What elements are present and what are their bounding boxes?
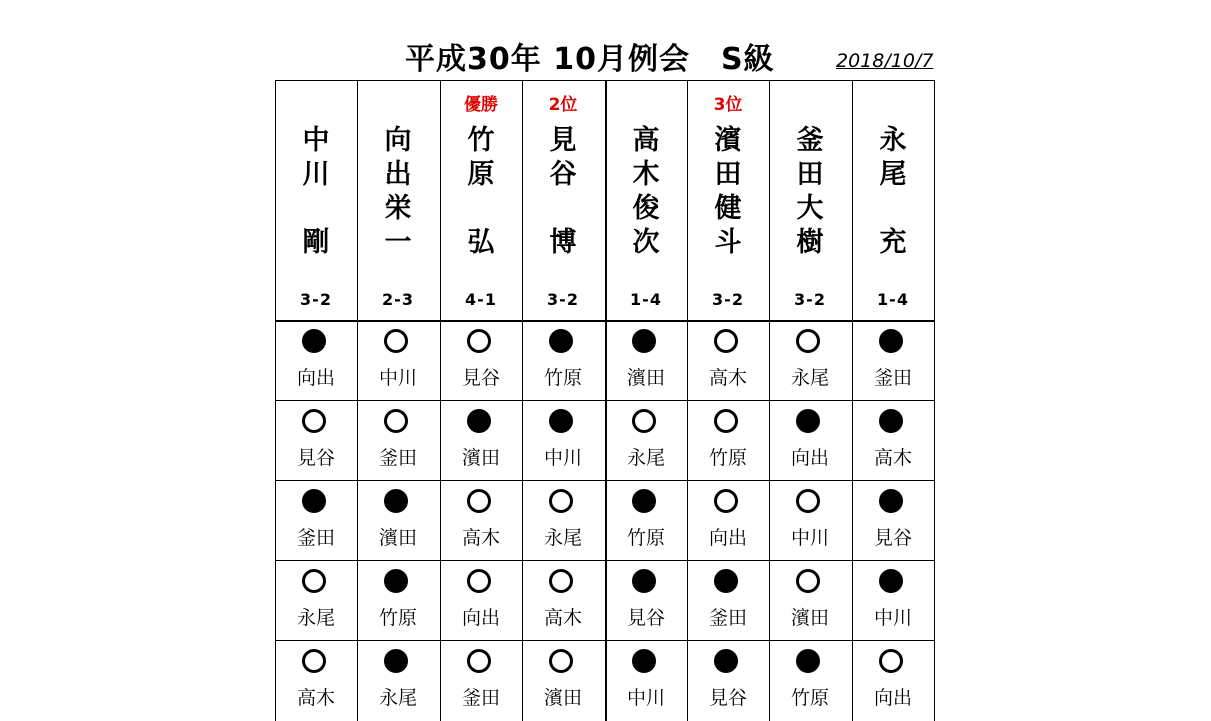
game-cell: [522, 560, 604, 640]
opponent-name: 高木: [461, 527, 500, 549]
game-cell: [769, 560, 851, 640]
opponent-name: 釜田: [708, 607, 747, 629]
player-name-char: 尾: [879, 159, 907, 190]
game-cell: [852, 640, 934, 720]
opponent-name: 永尾: [378, 687, 417, 709]
opponent-name: 高木: [708, 367, 747, 389]
win-marker-icon: [796, 329, 820, 353]
opponent-name: 見谷: [296, 447, 335, 469]
game-cell: [357, 320, 439, 400]
game-cell: [605, 480, 687, 560]
game-cell: [852, 480, 934, 560]
game-cell: [687, 560, 769, 640]
opponent-name: 向出: [708, 527, 747, 549]
win-loss-record: 3-2: [712, 290, 744, 309]
opponent-name: 竹原: [543, 367, 582, 389]
game-cell: [522, 400, 604, 480]
loss-marker-icon: [632, 649, 656, 673]
opponent-name: 見谷: [626, 607, 665, 629]
game-cell: [852, 320, 934, 400]
opponent-name: 釜田: [873, 367, 912, 389]
player-name-char: 次: [632, 227, 660, 258]
game-cell: [440, 480, 522, 560]
rank-label: 3位: [713, 95, 743, 115]
game-cell: [605, 560, 687, 640]
win-marker-icon: [796, 489, 820, 513]
player-name-char: 弘: [467, 227, 495, 258]
win-marker-icon: [549, 649, 573, 673]
game-cell: [275, 560, 357, 640]
loss-marker-icon: [632, 569, 656, 593]
opponent-name: 永尾: [543, 527, 582, 549]
win-marker-icon: [714, 489, 738, 513]
loss-marker-icon: [796, 649, 820, 673]
player-name-char: 博: [549, 227, 577, 258]
player-name-char: 原: [467, 159, 495, 190]
loss-marker-icon: [302, 329, 326, 353]
loss-marker-icon: [302, 489, 326, 513]
game-cell: [852, 400, 934, 480]
page-title: 平成30年 10月例会 S級: [405, 42, 775, 77]
game-cell: [769, 400, 851, 480]
player-name-char: 川: [302, 159, 330, 190]
opponent-name: 濱田: [790, 607, 829, 629]
opponent-name: 竹原: [378, 607, 417, 629]
loss-marker-icon: [632, 329, 656, 353]
win-loss-record: 2-3: [382, 290, 414, 309]
opponent-name: 竹原: [790, 687, 829, 709]
win-marker-icon: [714, 409, 738, 433]
opponent-name: 永尾: [296, 607, 335, 629]
win-marker-icon: [302, 649, 326, 673]
loss-marker-icon: [632, 489, 656, 513]
loss-marker-icon: [384, 489, 408, 513]
game-cell: [605, 640, 687, 720]
game-cell: [687, 480, 769, 560]
opponent-name: 釜田: [378, 447, 417, 469]
game-cell: [440, 560, 522, 640]
game-cell: [357, 480, 439, 560]
loss-marker-icon: [384, 569, 408, 593]
win-loss-record: 1-4: [630, 290, 662, 309]
opponent-name: 高木: [873, 447, 912, 469]
game-cell: [275, 480, 357, 560]
opponent-name: 永尾: [790, 367, 829, 389]
player-name-char: 樹: [796, 227, 824, 258]
player-name-char: 田: [796, 159, 824, 190]
rank-label: 2位: [548, 95, 578, 115]
game-cell: [522, 480, 604, 560]
game-cell: [275, 640, 357, 720]
win-marker-icon: [714, 329, 738, 353]
player-name-char: 中: [302, 125, 330, 156]
player-name-char: 充: [879, 227, 907, 258]
player-name-char: 竹: [467, 125, 495, 156]
win-loss-record: 3-2: [300, 290, 332, 309]
opponent-name: 中川: [626, 687, 665, 709]
opponent-name: 竹原: [708, 447, 747, 469]
loss-marker-icon: [384, 649, 408, 673]
game-cell: [687, 640, 769, 720]
opponent-name: 濱田: [543, 687, 582, 709]
player-name-char: 濱: [714, 125, 742, 156]
loss-marker-icon: [467, 409, 491, 433]
game-cell: [357, 560, 439, 640]
win-marker-icon: [467, 489, 491, 513]
game-cell: [440, 640, 522, 720]
opponent-name: 中川: [873, 607, 912, 629]
win-marker-icon: [632, 409, 656, 433]
player-name-char: 釜: [796, 125, 824, 156]
opponent-name: 竹原: [626, 527, 665, 549]
game-cell: [522, 320, 604, 400]
game-cell: [440, 320, 522, 400]
game-cell: [357, 400, 439, 480]
game-cell: [357, 640, 439, 720]
win-marker-icon: [549, 569, 573, 593]
results-table: [275, 80, 935, 721]
loss-marker-icon: [714, 569, 738, 593]
opponent-name: 見谷: [873, 527, 912, 549]
win-marker-icon: [467, 569, 491, 593]
win-loss-record: 1-4: [877, 290, 909, 309]
opponent-name: 向出: [461, 607, 500, 629]
win-marker-icon: [384, 329, 408, 353]
win-loss-record: 3-2: [547, 290, 579, 309]
opponent-name: 見谷: [708, 687, 747, 709]
opponent-name: 永尾: [626, 447, 665, 469]
player-name-char: 木: [632, 159, 660, 190]
player-name-char: 斗: [714, 227, 742, 258]
opponent-name: 濱田: [626, 367, 665, 389]
win-marker-icon: [302, 569, 326, 593]
win-marker-icon: [467, 329, 491, 353]
opponent-name: 釜田: [296, 527, 335, 549]
opponent-name: 高木: [296, 687, 335, 709]
game-cell: [687, 400, 769, 480]
opponent-name: 高木: [543, 607, 582, 629]
player-name-char: 剛: [302, 227, 330, 258]
win-marker-icon: [879, 649, 903, 673]
player-name-char: 健: [714, 193, 742, 224]
win-marker-icon: [549, 489, 573, 513]
player-name-char: 栄: [384, 193, 412, 224]
opponent-name: 中川: [790, 527, 829, 549]
opponent-name: 見谷: [461, 367, 500, 389]
player-name-char: 谷: [549, 159, 577, 190]
game-cell: [275, 400, 357, 480]
player-name-char: 田: [714, 159, 742, 190]
opponent-name: 向出: [873, 687, 912, 709]
game-cell: [769, 320, 851, 400]
win-loss-record: 3-2: [794, 290, 826, 309]
win-loss-record: 4-1: [465, 290, 497, 309]
grid-hline: [275, 80, 935, 81]
opponent-name: 濱田: [461, 447, 500, 469]
opponent-name: 向出: [296, 367, 335, 389]
game-cell: [605, 320, 687, 400]
player-name-char: 向: [384, 125, 412, 156]
win-marker-icon: [302, 409, 326, 433]
game-cell: [275, 320, 357, 400]
player-name-char: 見: [549, 125, 577, 156]
player-name-char: 出: [384, 159, 412, 190]
loss-marker-icon: [549, 409, 573, 433]
loss-marker-icon: [796, 409, 820, 433]
game-cell: [852, 560, 934, 640]
player-name-char: 高: [632, 125, 660, 156]
opponent-name: 釜田: [461, 687, 500, 709]
game-cell: [769, 480, 851, 560]
loss-marker-icon: [714, 649, 738, 673]
loss-marker-icon: [879, 569, 903, 593]
win-marker-icon: [467, 649, 491, 673]
loss-marker-icon: [549, 329, 573, 353]
opponent-name: 中川: [543, 447, 582, 469]
player-name-char: 大: [796, 193, 824, 224]
opponent-name: 濱田: [378, 527, 417, 549]
opponent-name: 中川: [378, 367, 417, 389]
game-cell: [769, 640, 851, 720]
loss-marker-icon: [879, 409, 903, 433]
event-date: 2018/10/7: [836, 50, 934, 72]
game-cell: [440, 400, 522, 480]
game-cell: [522, 640, 604, 720]
game-cell: [687, 320, 769, 400]
rank-label: 優勝: [464, 95, 498, 115]
loss-marker-icon: [879, 489, 903, 513]
game-cell: [605, 400, 687, 480]
opponent-name: 向出: [790, 447, 829, 469]
loss-marker-icon: [879, 329, 903, 353]
player-name-char: 俊: [632, 193, 660, 224]
player-name-char: 永: [879, 125, 907, 156]
win-marker-icon: [384, 409, 408, 433]
win-marker-icon: [796, 569, 820, 593]
player-name-char: 一: [384, 227, 412, 258]
